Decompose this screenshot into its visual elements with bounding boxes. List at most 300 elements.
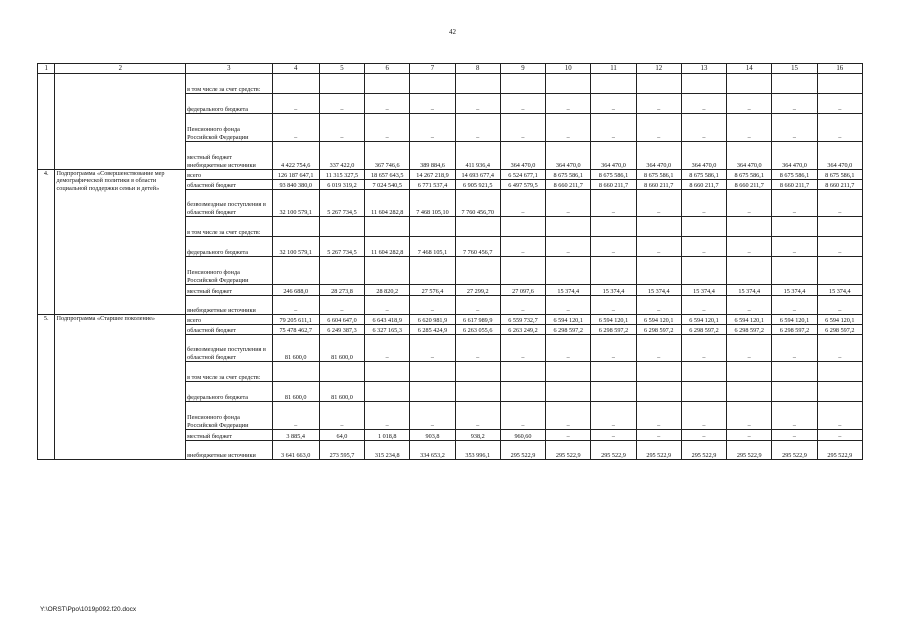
funding-source-label: областной бюджет — [186, 325, 272, 335]
value-cell: 6 298 597,2 — [727, 325, 772, 335]
value-cell: 337 422,0 — [319, 142, 364, 170]
value-cell: 6 643 418,9 — [365, 315, 410, 325]
value-cell: 6 263 249,2 — [500, 325, 545, 335]
value-cell: 6 594 120,1 — [772, 315, 817, 325]
value-cell: 6 620 981,9 — [410, 315, 455, 325]
value-cell: – — [546, 402, 591, 430]
value-cell — [410, 382, 455, 402]
value-cell: 14 267 218,9 — [410, 170, 455, 180]
value-cell: 8 675 586,1 — [591, 170, 636, 180]
value-cell — [591, 382, 636, 402]
value-cell: 6 524 677,1 — [500, 170, 545, 180]
value-cell: 6 298 597,2 — [636, 325, 681, 335]
value-cell — [455, 257, 500, 285]
value-cell — [319, 362, 364, 382]
value-cell: – — [636, 296, 681, 315]
funding-source-label: местный бюджет — [186, 285, 272, 296]
value-cell: – — [636, 190, 681, 217]
value-cell: – — [817, 296, 862, 315]
value-cell: – — [500, 335, 545, 362]
value-cell: – — [365, 296, 410, 315]
value-cell: 6 263 055,6 — [455, 325, 500, 335]
value-cell: – — [772, 430, 817, 441]
value-cell: 295 522,9 — [591, 441, 636, 460]
value-cell: – — [591, 237, 636, 257]
value-cell: – — [772, 335, 817, 362]
funding-source-label: в том числе за счет средств: — [186, 217, 272, 237]
value-cell: 3 641 663,0 — [272, 441, 319, 460]
header-cell: 13 — [681, 64, 726, 74]
value-cell: – — [500, 296, 545, 315]
value-cell: 295 522,9 — [727, 441, 772, 460]
value-cell: – — [591, 94, 636, 114]
value-cell — [591, 217, 636, 237]
value-cell: – — [365, 335, 410, 362]
value-cell — [500, 74, 545, 94]
table-body — [38, 74, 863, 460]
value-cell: – — [772, 94, 817, 114]
funding-source-label: внебюджетные источники — [186, 441, 272, 460]
value-cell: – — [591, 430, 636, 441]
header-cell: 1 — [38, 64, 55, 74]
budget-table-wrapper — [37, 63, 863, 460]
value-cell: – — [727, 94, 772, 114]
section-number: 4. — [38, 170, 55, 315]
value-cell: 11 604 282,8 — [365, 237, 410, 257]
value-cell: – — [591, 296, 636, 315]
value-cell: – — [772, 296, 817, 315]
value-cell: – — [681, 237, 726, 257]
value-cell — [319, 217, 364, 237]
header-cell: 16 — [817, 64, 862, 74]
value-cell: 126 187 647,1 — [272, 170, 319, 180]
header-cell: 9 — [500, 64, 545, 74]
header-cell: 15 — [772, 64, 817, 74]
value-cell: – — [455, 94, 500, 114]
value-cell: – — [546, 237, 591, 257]
funding-source-label: Пенсионного фонда Российской Федерации — [186, 114, 272, 142]
header-cell: 10 — [546, 64, 591, 74]
value-cell: – — [272, 402, 319, 430]
subprogram-name: Подпрограмма «Старшее поколение» — [55, 315, 186, 460]
page-number: 42 — [449, 28, 456, 36]
value-cell: 6 617 989,9 — [455, 315, 500, 325]
value-cell — [546, 382, 591, 402]
value-cell: 6 594 120,1 — [727, 315, 772, 325]
value-cell: 7 760 456,70 — [455, 190, 500, 217]
value-cell — [455, 362, 500, 382]
value-cell — [727, 257, 772, 285]
value-cell: 8 660 211,7 — [727, 180, 772, 190]
value-cell: 8 675 586,1 — [546, 170, 591, 180]
value-cell — [365, 74, 410, 94]
value-cell: – — [319, 296, 364, 315]
value-cell: 15 374,4 — [772, 285, 817, 296]
value-cell: – — [727, 430, 772, 441]
value-cell: 14 693 677,4 — [455, 170, 500, 180]
value-cell: 7 024 540,5 — [365, 180, 410, 190]
value-cell: 15 374,4 — [817, 285, 862, 296]
funding-source-label: федерального бюджета — [186, 237, 272, 257]
value-cell: – — [681, 114, 726, 142]
value-cell: – — [636, 402, 681, 430]
value-cell: 315 234,8 — [365, 441, 410, 460]
value-cell: 5 267 734,5 — [319, 237, 364, 257]
value-cell: 7 760 456,7 — [455, 237, 500, 257]
value-cell: – — [546, 335, 591, 362]
value-cell: 6 559 732,7 — [500, 315, 545, 325]
value-cell — [365, 217, 410, 237]
value-cell: 18 657 643,5 — [365, 170, 410, 180]
value-cell — [636, 257, 681, 285]
value-cell: – — [591, 402, 636, 430]
funding-source-label: федерального бюджета — [186, 382, 272, 402]
value-cell: – — [500, 402, 545, 430]
value-cell: – — [817, 114, 862, 142]
value-cell: 32 100 579,1 — [272, 237, 319, 257]
value-cell: – — [546, 190, 591, 217]
value-cell: 8 660 211,7 — [772, 180, 817, 190]
value-cell: 81 600,0 — [319, 335, 364, 362]
value-cell — [681, 217, 726, 237]
value-cell: 15 374,4 — [546, 285, 591, 296]
value-cell — [772, 362, 817, 382]
funding-source-label: безвозмездные поступления в областной бюджет — [186, 335, 272, 362]
value-cell: 75 478 462,7 — [272, 325, 319, 335]
value-cell: 6 298 597,2 — [772, 325, 817, 335]
value-cell: – — [772, 402, 817, 430]
value-cell: 6 298 597,2 — [681, 325, 726, 335]
value-cell — [817, 257, 862, 285]
value-cell: – — [727, 335, 772, 362]
value-cell: 27 576,4 — [410, 285, 455, 296]
value-cell: 6 594 120,1 — [546, 315, 591, 325]
value-cell: – — [365, 402, 410, 430]
funding-source-label: внебюджетные источники — [186, 296, 272, 315]
value-cell: 364 470,0 — [681, 142, 726, 170]
budget-table — [37, 63, 863, 460]
value-cell — [636, 362, 681, 382]
value-cell: – — [636, 335, 681, 362]
value-cell: 246 688,0 — [272, 285, 319, 296]
value-cell — [727, 74, 772, 94]
value-cell: – — [365, 94, 410, 114]
value-cell: 8 675 586,1 — [727, 170, 772, 180]
value-cell: 79 205 611,1 — [272, 315, 319, 325]
value-cell — [817, 382, 862, 402]
value-cell — [455, 382, 500, 402]
table-row — [38, 315, 863, 325]
value-cell: 960,60 — [500, 430, 545, 441]
value-cell: – — [546, 430, 591, 441]
header-cell: 5 — [319, 64, 364, 74]
value-cell: 81 600,0 — [319, 382, 364, 402]
value-cell: 8 660 211,7 — [546, 180, 591, 190]
funding-source-label: безвозмездные поступления в областной бюджет — [186, 190, 272, 217]
value-cell — [772, 74, 817, 94]
value-cell: 81 600,0 — [272, 382, 319, 402]
value-cell: 6 298 597,2 — [546, 325, 591, 335]
value-cell: – — [681, 190, 726, 217]
section-number — [38, 74, 55, 170]
value-cell: 364 470,0 — [500, 142, 545, 170]
value-cell: – — [546, 94, 591, 114]
value-cell: – — [817, 94, 862, 114]
value-cell: 273 595,7 — [319, 441, 364, 460]
value-cell: 295 522,9 — [681, 441, 726, 460]
value-cell: 7 468 105,10 — [410, 190, 455, 217]
value-cell — [591, 362, 636, 382]
value-cell — [727, 217, 772, 237]
value-cell: – — [727, 296, 772, 315]
header-cell: 7 — [410, 64, 455, 74]
value-cell: 8 660 211,7 — [636, 180, 681, 190]
value-cell — [772, 382, 817, 402]
value-cell: 28 820,2 — [365, 285, 410, 296]
value-cell: 27 299,2 — [455, 285, 500, 296]
value-cell: – — [546, 114, 591, 142]
value-cell: – — [410, 296, 455, 315]
value-cell: 15 374,4 — [591, 285, 636, 296]
value-cell: 28 273,8 — [319, 285, 364, 296]
value-cell: 8 675 586,1 — [636, 170, 681, 180]
value-cell: 6 285 424,9 — [410, 325, 455, 335]
value-cell: 364 470,0 — [727, 142, 772, 170]
value-cell: 6 327 165,3 — [365, 325, 410, 335]
value-cell: – — [500, 190, 545, 217]
funding-source-label: Пенсионного фонда Российской Федерации — [186, 402, 272, 430]
value-cell — [817, 74, 862, 94]
value-cell: 364 470,0 — [546, 142, 591, 170]
value-cell: 6 594 120,1 — [817, 315, 862, 325]
value-cell — [500, 382, 545, 402]
value-cell — [817, 362, 862, 382]
value-cell: – — [410, 335, 455, 362]
value-cell — [319, 74, 364, 94]
value-cell — [772, 257, 817, 285]
value-cell: 11 604 282,8 — [365, 190, 410, 217]
value-cell: 334 653,2 — [410, 441, 455, 460]
value-cell — [410, 217, 455, 237]
value-cell — [727, 362, 772, 382]
value-cell: 6 905 921,5 — [455, 180, 500, 190]
value-cell: – — [410, 94, 455, 114]
value-cell: – — [636, 114, 681, 142]
funding-source-label: в том числе за счет средств: — [186, 362, 272, 382]
value-cell: – — [272, 296, 319, 315]
value-cell: 8 675 586,1 — [817, 170, 862, 180]
subprogram-name — [55, 74, 186, 170]
value-cell: 93 840 380,0 — [272, 180, 319, 190]
value-cell — [546, 217, 591, 237]
section-number: 5. — [38, 315, 55, 460]
value-cell — [410, 257, 455, 285]
value-cell: – — [772, 114, 817, 142]
value-cell — [272, 74, 319, 94]
value-cell — [727, 382, 772, 402]
value-cell: 4 422 754,6 — [272, 142, 319, 170]
value-cell — [319, 257, 364, 285]
value-cell: 411 936,4 — [455, 142, 500, 170]
funding-source-label: Пенсионного фонда Российской Федерации — [186, 257, 272, 285]
subprogram-name: Подпрограмма «Совершенствование мер демографической политики в области социальной поддержки семьи и детей» — [55, 170, 186, 315]
table-row — [38, 170, 863, 180]
funding-source-label: в том числе за счет средств: — [186, 74, 272, 94]
footer-file-path: Y:\ORST\Ppo\1019p092.f20.docx — [40, 606, 137, 613]
header-cell: 4 — [272, 64, 319, 74]
value-cell: 295 522,9 — [772, 441, 817, 460]
value-cell: 81 600,0 — [272, 335, 319, 362]
value-cell: 27 097,6 — [500, 285, 545, 296]
value-cell: 295 522,9 — [546, 441, 591, 460]
value-cell: – — [591, 114, 636, 142]
value-cell: 15 374,4 — [681, 285, 726, 296]
value-cell: – — [817, 335, 862, 362]
value-cell: 6 298 597,2 — [817, 325, 862, 335]
value-cell: 8 675 586,1 — [772, 170, 817, 180]
value-cell: 6 594 120,1 — [681, 315, 726, 325]
value-cell — [272, 362, 319, 382]
value-cell: – — [455, 296, 500, 315]
value-cell — [681, 257, 726, 285]
value-cell: – — [319, 402, 364, 430]
header-cell: 11 — [591, 64, 636, 74]
value-cell: – — [455, 114, 500, 142]
value-cell: 6 298 597,2 — [591, 325, 636, 335]
header-cell: 8 — [455, 64, 500, 74]
value-cell: 903,8 — [410, 430, 455, 441]
value-cell — [772, 217, 817, 237]
value-cell: 6 019 319,2 — [319, 180, 364, 190]
value-cell: – — [681, 296, 726, 315]
value-cell: 353 996,1 — [455, 441, 500, 460]
value-cell: 64,0 — [319, 430, 364, 441]
funding-source-label: всего — [186, 315, 272, 325]
value-cell: – — [817, 190, 862, 217]
value-cell — [681, 74, 726, 94]
value-cell: – — [410, 114, 455, 142]
value-cell: – — [727, 237, 772, 257]
table-row — [38, 74, 863, 94]
value-cell — [546, 257, 591, 285]
value-cell: – — [591, 335, 636, 362]
value-cell: 1 018,8 — [365, 430, 410, 441]
value-cell: – — [681, 402, 726, 430]
funding-source-label: местный бюджет — [186, 430, 272, 441]
value-cell — [636, 382, 681, 402]
value-cell: 15 374,4 — [727, 285, 772, 296]
value-cell: 295 522,9 — [817, 441, 862, 460]
value-cell: – — [272, 94, 319, 114]
value-cell: – — [636, 237, 681, 257]
value-cell: – — [500, 114, 545, 142]
value-cell: 8 660 211,7 — [681, 180, 726, 190]
value-cell — [817, 217, 862, 237]
value-cell: – — [500, 94, 545, 114]
value-cell: 6 594 120,1 — [636, 315, 681, 325]
value-cell: 364 470,0 — [817, 142, 862, 170]
value-cell — [500, 362, 545, 382]
value-cell: – — [365, 114, 410, 142]
value-cell: 389 884,6 — [410, 142, 455, 170]
value-cell — [500, 217, 545, 237]
value-cell: 6 594 120,1 — [591, 315, 636, 325]
value-cell — [455, 74, 500, 94]
value-cell — [636, 74, 681, 94]
value-cell: – — [455, 402, 500, 430]
funding-source-label: федерального бюджета — [186, 94, 272, 114]
value-cell — [410, 74, 455, 94]
value-cell: 8 675 586,1 — [681, 170, 726, 180]
value-cell: 364 470,0 — [591, 142, 636, 170]
value-cell — [455, 217, 500, 237]
value-cell: 15 374,4 — [636, 285, 681, 296]
value-cell — [681, 362, 726, 382]
value-cell: 6 604 647,0 — [319, 315, 364, 325]
value-cell — [365, 362, 410, 382]
value-cell: – — [636, 430, 681, 441]
value-cell — [365, 257, 410, 285]
value-cell — [272, 257, 319, 285]
header-cell: 3 — [186, 64, 272, 74]
value-cell: – — [681, 430, 726, 441]
value-cell: 6 771 537,4 — [410, 180, 455, 190]
value-cell — [591, 74, 636, 94]
value-cell: 6 249 387,3 — [319, 325, 364, 335]
value-cell: – — [772, 237, 817, 257]
header-cell: 2 — [55, 64, 186, 74]
value-cell: – — [681, 94, 726, 114]
value-cell: 7 468 105,1 — [410, 237, 455, 257]
value-cell: – — [817, 402, 862, 430]
header-cell: 12 — [636, 64, 681, 74]
value-cell: 8 660 211,7 — [591, 180, 636, 190]
header-cell: 6 — [365, 64, 410, 74]
funding-source-label: областной бюджет — [186, 180, 272, 190]
value-cell: – — [817, 237, 862, 257]
value-cell: – — [272, 114, 319, 142]
value-cell: – — [591, 190, 636, 217]
value-cell: – — [546, 296, 591, 315]
value-cell: 938,2 — [455, 430, 500, 441]
value-cell: – — [772, 190, 817, 217]
value-cell: 5 267 734,5 — [319, 190, 364, 217]
value-cell: 367 746,6 — [365, 142, 410, 170]
funding-source-label: всего — [186, 170, 272, 180]
value-cell: 295 522,9 — [636, 441, 681, 460]
value-cell — [681, 382, 726, 402]
value-cell: 3 885,4 — [272, 430, 319, 441]
value-cell — [546, 74, 591, 94]
value-cell: 32 100 579,1 — [272, 190, 319, 217]
value-cell: – — [319, 114, 364, 142]
value-cell — [410, 362, 455, 382]
value-cell: – — [727, 114, 772, 142]
value-cell: – — [455, 335, 500, 362]
funding-source-label: местный бюджет внебюджетные источники — [186, 142, 272, 170]
value-cell: – — [410, 402, 455, 430]
value-cell: – — [319, 94, 364, 114]
value-cell: – — [500, 237, 545, 257]
value-cell: 364 470,0 — [772, 142, 817, 170]
value-cell — [365, 382, 410, 402]
value-cell: 364 470,0 — [636, 142, 681, 170]
value-cell — [500, 257, 545, 285]
value-cell: – — [817, 430, 862, 441]
value-cell — [591, 257, 636, 285]
value-cell: 6 497 579,5 — [500, 180, 545, 190]
value-cell: – — [681, 335, 726, 362]
